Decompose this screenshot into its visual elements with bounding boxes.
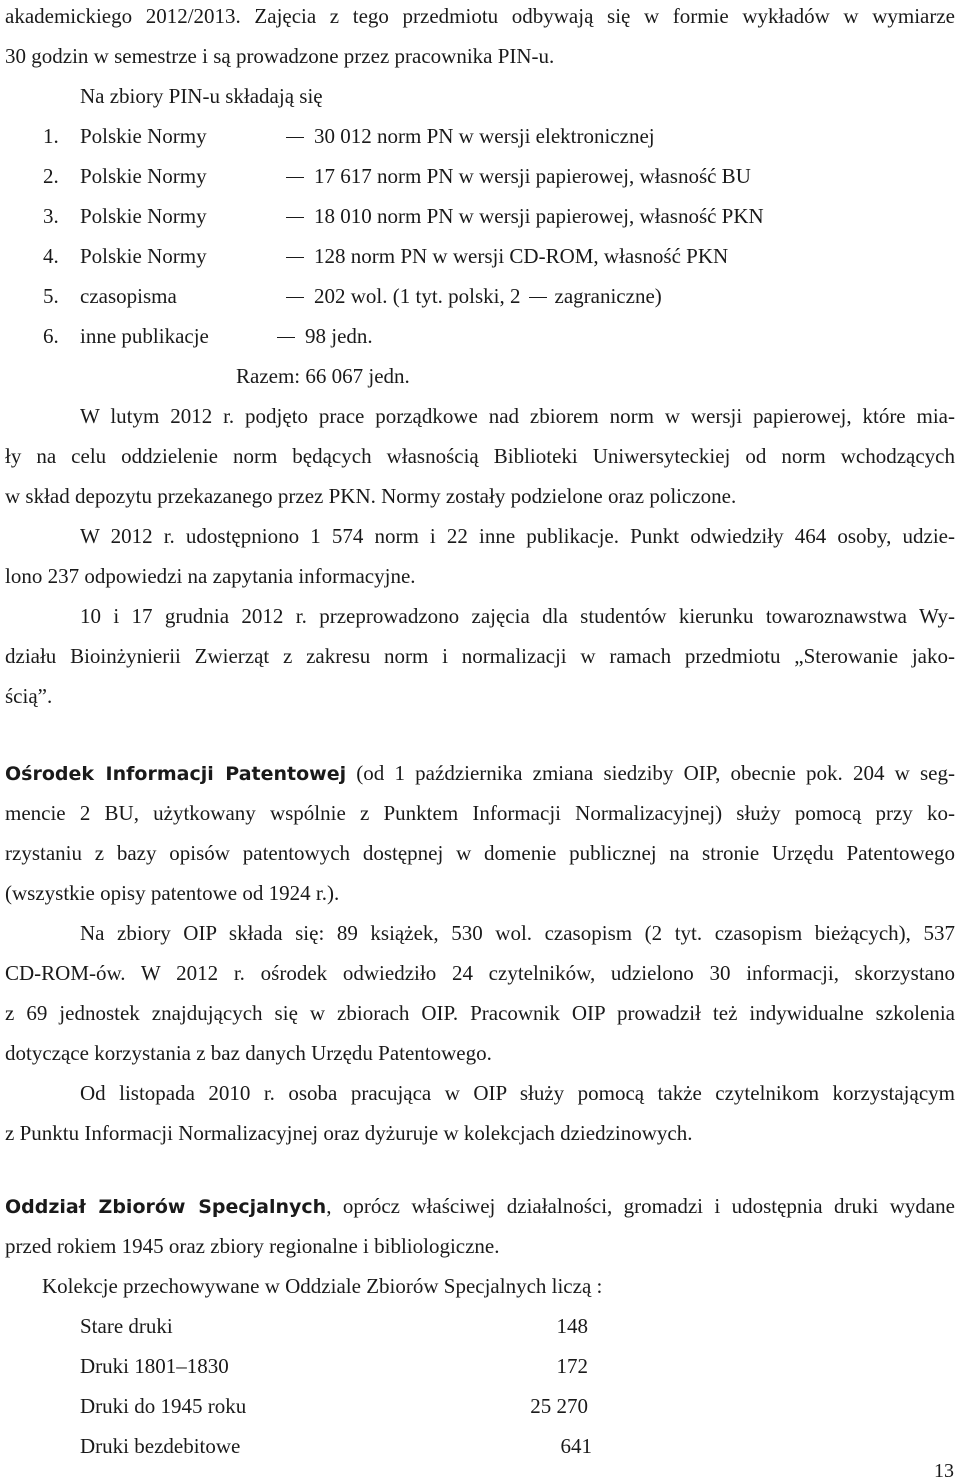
- dash-separator: [286, 217, 304, 218]
- oip-paragraph-line: [5, 760, 955, 787]
- list-item-value: [286, 203, 764, 229]
- list-item-value: [286, 123, 655, 149]
- list-item-value: [286, 283, 662, 309]
- list-item-value-text: 17 617 norm PN w wersji papierowej, własność BU: [314, 164, 751, 188]
- dash-separator: [286, 137, 304, 138]
- list-item-value: [277, 323, 373, 349]
- dash-separator: [286, 177, 304, 178]
- paragraph-line: dotyczące korzystania z baz danych Urzędu Patentowego.: [5, 1041, 492, 1065]
- dash-separator: [529, 297, 547, 298]
- paragraph-line: Na zbiory OIP składa się: 89 książek, 530 wol. czasopism (2 tyt. czasopism bieżących), 537: [80, 921, 955, 945]
- list-item-value: [286, 163, 751, 189]
- table-row-value: 641: [560, 1434, 592, 1458]
- dash-separator: [286, 297, 304, 298]
- paragraph-line: ły na celu oddzielenie norm będących własnością Biblioteki Uniwersyteckiej od norm wchodzących: [5, 444, 955, 468]
- list-item-value-text: zagraniczne): [554, 284, 662, 308]
- list-item-value-text: 98 jedn.: [305, 324, 373, 348]
- section-heading-ozs: Oddział Zbiorów Specjalnych: [5, 1196, 327, 1218]
- list-item-value: [286, 243, 728, 269]
- list-item-label: Polskie Normy: [80, 124, 207, 148]
- section-heading-oip: Ośrodek Informacji Patentowej: [5, 763, 347, 785]
- list-item-label: Polskie Normy: [80, 164, 207, 188]
- table-row-label: Stare druki: [80, 1314, 173, 1338]
- paragraph-line: W lutym 2012 r. podjęto prace porządkowe nad zbiorem norm w wersji papierowej, które mia-: [80, 404, 955, 428]
- paragraph-line: Od listopada 2010 r. osoba pracująca w OIP służy pomocą także czytelnikom korzystającym: [80, 1081, 955, 1105]
- pin-list-intro: Na zbiory PIN-u składają się: [80, 84, 323, 108]
- paragraph-line: 30 godzin w semestrze i są prowadzone przez pracownika PIN-u.: [5, 44, 555, 68]
- list-item-value-text: 18 010 norm PN w wersji papierowej, własność PKN: [314, 204, 764, 228]
- pin-total: Razem: 66 067 jedn.: [236, 364, 410, 388]
- ozs-paragraph-line: [5, 1193, 955, 1220]
- dash-separator: [277, 337, 295, 338]
- list-item-value-text: 128 norm PN w wersji CD-ROM, własność PKN: [314, 244, 729, 268]
- table-row-value: 172: [556, 1354, 588, 1378]
- paragraph-line: 10 i 17 grudnia 2012 r. przeprowadzono zajęcia dla studentów kierunku towaroznawstwa Wy-: [80, 604, 955, 628]
- paragraph-line: lono 237 odpowiedzi na zapytania informacyjne.: [5, 564, 416, 588]
- paragraph-text: , oprócz właściwej działalności, gromadzi i udostępnia druki wydane: [326, 1194, 955, 1218]
- table-row-value: 148: [556, 1314, 588, 1338]
- list-item-number: 6.: [43, 324, 59, 348]
- table-row-label: Druki do 1945 roku: [80, 1394, 247, 1418]
- paragraph-line: akademickiego 2012/2013. Zajęcia z tego przedmiotu odbywają się w formie wykładów w wymiarze: [5, 4, 955, 28]
- paragraph-line: Kolekcje przechowywane w Oddziale Zbiorów Specjalnych liczą :: [42, 1274, 603, 1298]
- paragraph-line: W 2012 r. udostępniono 1 574 norm i 22 inne publikacje. Punkt odwiedziły 464 osoby, udzie-: [80, 524, 955, 548]
- table-row-label: Druki bezdebitowe: [80, 1434, 241, 1458]
- paragraph-line: (wszystkie opisy patentowe od 1924 r.).: [5, 881, 340, 905]
- paragraph-line: z 69 jednostek znajdujących się w zbiorach OIP. Pracownik OIP prowadził też indywidualne szkolenia: [5, 1001, 955, 1025]
- dash-separator: [286, 257, 304, 258]
- paragraph-line: w skład depozytu przekazanego przez PKN. Normy zostały podzielone oraz policzone.: [5, 484, 737, 508]
- paragraph-text: (od 1 października zmiana siedziby OIP, obecnie pok. 204 w seg-: [346, 761, 955, 785]
- table-row-value: 25 270: [530, 1394, 588, 1418]
- list-item-number: 4.: [43, 244, 59, 268]
- paragraph-line: CD-ROM-ów. W 2012 r. ośrodek odwiedziło 24 czytelników, udzielono 30 informacji, skorzystano: [5, 961, 955, 985]
- list-item-label: inne publikacje: [80, 324, 209, 348]
- list-item-number: 1.: [43, 124, 59, 148]
- list-item-number: 3.: [43, 204, 59, 228]
- list-item-label: czasopisma: [80, 284, 177, 308]
- paragraph-line: ścią”.: [5, 684, 53, 708]
- paragraph-line: działu Bioinżynierii Zwierząt z zakresu norm i normalizacji w ramach przedmiotu „Sterowanie jako-: [5, 644, 955, 668]
- list-item-number: 5.: [43, 284, 59, 308]
- table-row-label: Druki 1801–1830: [80, 1354, 229, 1378]
- paragraph-line: rzystaniu z bazy opisów patentowych dostępnej w domenie publicznej na stronie Urzędu Patentowego: [5, 841, 955, 865]
- list-item-value-text: 30 012 norm PN w wersji elektronicznej: [314, 124, 655, 148]
- paragraph-line: przed rokiem 1945 oraz zbiory regionalne i bibliologiczne.: [5, 1234, 500, 1258]
- list-item-label: Polskie Normy: [80, 244, 207, 268]
- list-item-number: 2.: [43, 164, 59, 188]
- paragraph-line: z Punktu Informacji Normalizacyjnej oraz dyżuruje w kolekcjach dziedzinowych.: [5, 1121, 693, 1145]
- paragraph-line: mencie 2 BU, użytkowany wspólnie z Punktem Informacji Normalizacyjnej) służy pomocą przy ko-: [5, 801, 955, 825]
- list-item-value-text: 202 wol. (1 tyt. polski, 2: [314, 284, 521, 308]
- page-number: 13: [934, 1460, 954, 1482]
- list-item-label: Polskie Normy: [80, 204, 207, 228]
